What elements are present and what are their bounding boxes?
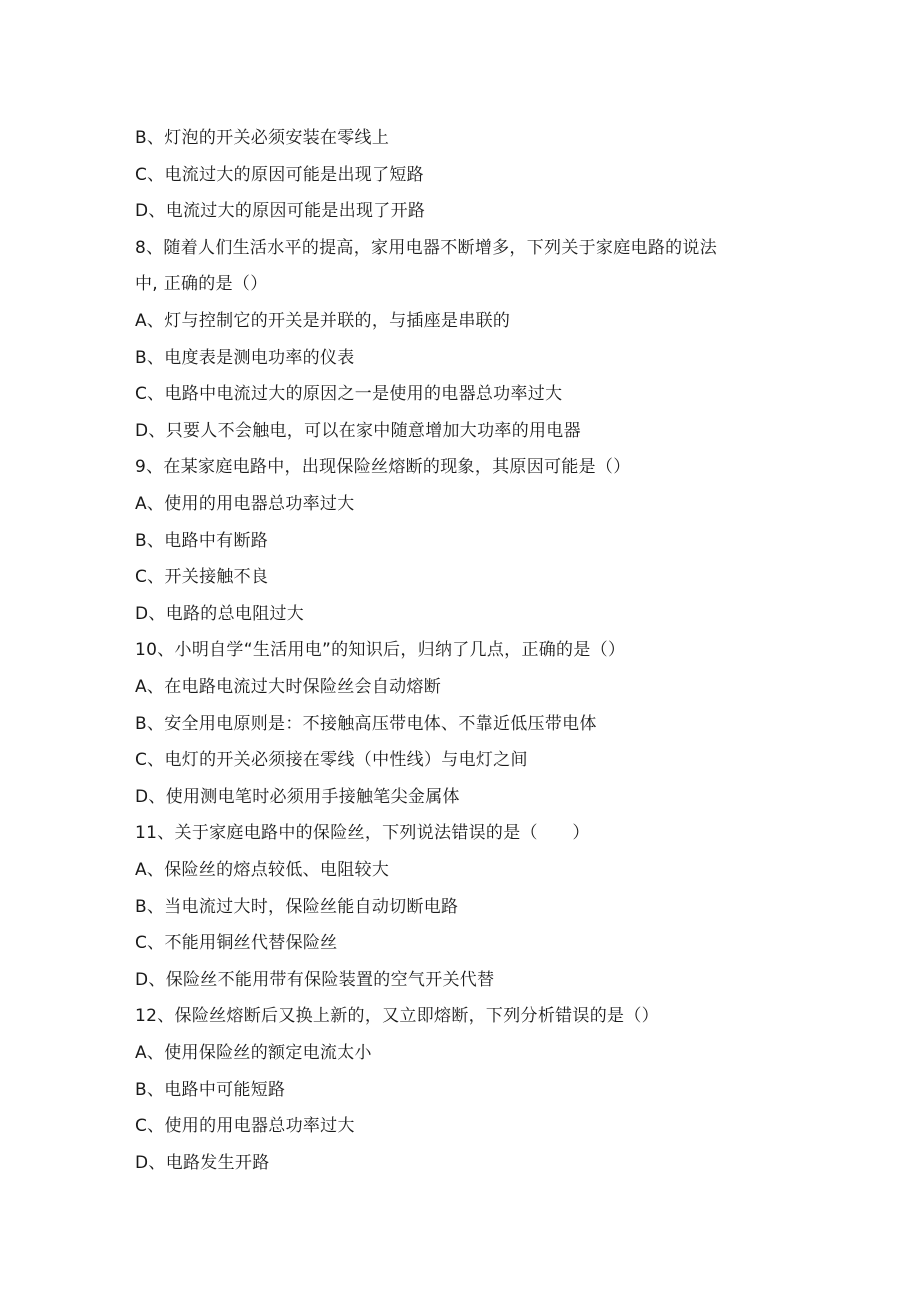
option-line: D、使用测电笔时必须用手接触笔尖金属体: [135, 787, 460, 807]
option-line: D、只要人不会触电，可以在家中随意增加大功率的用电器: [135, 421, 581, 441]
option-line: C、使用的用电器总功率过大: [135, 1116, 355, 1136]
question-line: 中, 正确的是（）: [135, 274, 268, 294]
option-line: B、电度表是测电功率的仪表: [135, 348, 355, 368]
option-line: A、在电路电流过大时保险丝会自动熔断: [135, 677, 442, 697]
question-line: 8、随着人们生活水平的提高，家用电器不断增多，下列关于家庭电路的说法: [135, 238, 718, 258]
option-line: C、电灯的开关必须接在零线（中性线）与电灯之间: [135, 750, 528, 770]
option-line: D、电路的总电阻过大: [135, 604, 305, 624]
question-line: 12、保险丝熔断后又换上新的，又立即熔断，下列分析错误的是（）: [135, 1006, 659, 1026]
option-line: A、使用的用电器总功率过大: [135, 494, 355, 514]
option-line: B、电路中可能短路: [135, 1080, 286, 1100]
question-line: 10、小明自学“生活用电”的知识后，归纳了几点，正确的是（）: [135, 640, 626, 660]
option-line: C、不能用铜丝代替保险丝: [135, 933, 338, 953]
question-line: 11、关于家庭电路中的保险丝，下列说法错误的是（ ）: [135, 823, 590, 843]
option-line: A、保险丝的熔点较低、电阻较大: [135, 860, 390, 880]
option-line: D、电路发生开路: [135, 1153, 270, 1173]
option-line: A、灯与控制它的开关是并联的，与插座是串联的: [135, 311, 511, 331]
option-line: B、电路中有断路: [135, 531, 269, 551]
option-line: D、电流过大的原因可能是出现了开路: [135, 201, 426, 221]
option-line: C、电流过大的原因可能是出现了短路: [135, 165, 424, 185]
option-line: B、灯泡的开关必须安装在零线上: [135, 128, 390, 148]
option-line: B、当电流过大时，保险丝能自动切断电路: [135, 897, 459, 917]
question-line: 9、在某家庭电路中，出现保险丝熔断的现象，其原因可能是（）: [135, 457, 631, 477]
option-line: B、安全用电原则是：不接触高压带电体、不靠近低压带电体: [135, 714, 597, 734]
option-line: D、保险丝不能用带有保险装置的空气开关代替: [135, 970, 495, 990]
option-line: A、使用保险丝的额定电流太小: [135, 1043, 372, 1063]
option-line: C、电路中电流过大的原因之一是使用的电器总功率过大: [135, 384, 563, 404]
option-line: C、开关接触不良: [135, 567, 269, 587]
